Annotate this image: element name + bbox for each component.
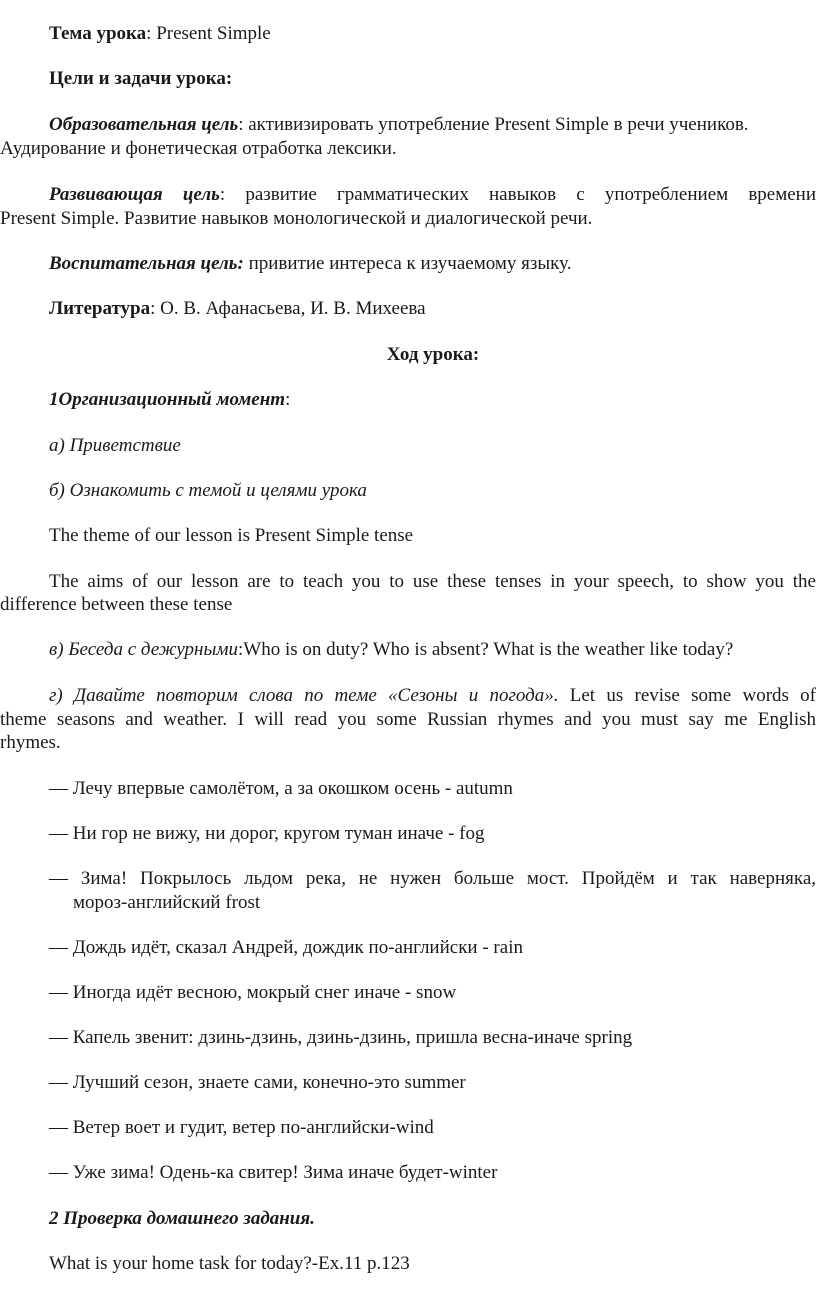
literature-line (49, 297, 426, 321)
educational-goal-line1 (49, 113, 816, 137)
rhyme-item (49, 777, 513, 801)
rhyme-text: Зима! Покрылось льдом река, не нужен больше мост. Пройдём и так наверняка, (80, 868, 816, 889)
dash-mark: — (49, 1162, 68, 1183)
rhyme-text: Капель звенит: дзинь-дзинь, дзинь-дзинь, пришла весна-иначе spring (72, 1027, 633, 1048)
section2-heading: 2 Проверка домашнего задания. (49, 1208, 315, 1229)
rhyme-text: Ни гор не вижу, ни дорог, кругом туман иначе - fog (72, 823, 485, 844)
item-b: б) Ознакомить с темой и целями урока (49, 480, 367, 501)
topic-value: Present Simple (156, 23, 271, 44)
rhyme-item (49, 1026, 632, 1050)
developing-goal-line2: Present Simple. Развитие навыков монологической и диалогической речи. (0, 208, 593, 229)
developing-goal-text1: развитие грамматических навыков с употреблением времени (245, 184, 816, 205)
rhyme-text: Уже зима! Одень-ка свитер! Зима иначе будет-winter (72, 1162, 498, 1183)
item-v-label: в) Беседа с дежурными (49, 639, 238, 660)
section1-label: 1Организационный момент (49, 389, 286, 410)
upbringing-goal-line (49, 252, 571, 276)
rhyme-item (49, 1071, 466, 1095)
dash-mark: — (49, 937, 68, 958)
dash-mark: — (49, 778, 68, 799)
dash-mark: — (49, 1072, 68, 1093)
lesson-heading: Ход урока: (386, 344, 480, 365)
educational-goal-line2: Аудирование и фонетическая отработка лексики. (0, 138, 397, 159)
upbringing-goal-label: Воспитательная цель: (49, 253, 244, 274)
item-g-label: г) Давайте повторим слова по теме «Сезоны и погода». (49, 685, 559, 706)
item-g-line3: rhymes. (0, 732, 61, 753)
topic-line (49, 22, 271, 46)
rhyme-item (49, 822, 485, 846)
theme-sentence: The theme of our lesson is Present Simple tense (49, 525, 414, 546)
rhyme-text: Ветер воет и гудит, ветер по-английски-wind (72, 1117, 434, 1138)
rhyme-item (49, 1161, 497, 1185)
dash-mark: — (49, 868, 68, 889)
educational-goal-sep: : (238, 114, 249, 135)
item-a: а) Приветствие (49, 435, 181, 456)
aims-line1: The aims of our lesson are to teach you to use these tenses in your speech, to show you the (49, 571, 816, 592)
rhyme-item (49, 981, 456, 1005)
upbringing-goal-text: привитие интереса к изучаемому языку. (243, 253, 572, 274)
item-g-text1: Let us revise some words of (558, 685, 816, 706)
literature-sep: : (150, 298, 161, 319)
topic-sep: : (146, 23, 157, 44)
home-task-line: What is your home task for today?-Ex.11 p.123 (49, 1253, 410, 1274)
dash-mark: — (49, 1117, 68, 1138)
rhyme-text: Иногда идёт весною, мокрый снег иначе - snow (72, 982, 457, 1003)
item-v-line (49, 638, 733, 662)
goals-heading: Цели и задачи урока: (49, 68, 233, 89)
educational-goal-text1: активизировать употребление Present Simple в речи учеников. (248, 114, 749, 135)
item-g-line2: theme seasons and weather. I will read you some Russian rhymes and you must say me English (0, 709, 816, 730)
rhyme-text-continued: мороз-английский frost (73, 892, 261, 913)
section1-heading (49, 388, 290, 412)
dash-mark: — (49, 982, 68, 1003)
rhyme-item (0, 867, 816, 891)
rhyme-text: Дождь идёт, сказал Андрей, дождик по-английски - rain (72, 937, 523, 958)
educational-goal-label: Образовательная цель (49, 114, 239, 135)
developing-goal-line1 (0, 183, 816, 207)
rhyme-text: Лечу впервые самолётом, а за окошком осень - autumn (72, 778, 513, 799)
literature-label: Литература (49, 298, 151, 319)
item-v-text: :Who is on duty? Who is absent? What is the weather like today? (237, 639, 734, 660)
rhyme-text: Лучший сезон, знаете сами, конечно-это summer (72, 1072, 466, 1093)
literature-value: О. В. Афанасьева, И. В. Михеева (160, 298, 426, 319)
aims-line2: difference between these tense (0, 594, 233, 615)
developing-goal-label: Развивающая цель (49, 184, 220, 205)
dash-mark: — (49, 823, 68, 844)
dash-mark: — (49, 1027, 68, 1048)
item-g-line1 (0, 684, 816, 708)
topic-label: Тема урока (49, 23, 147, 44)
section1-sep: : (285, 389, 291, 410)
rhyme-item (49, 1116, 434, 1140)
developing-goal-sep: : (219, 184, 246, 205)
rhyme-item (49, 936, 523, 960)
